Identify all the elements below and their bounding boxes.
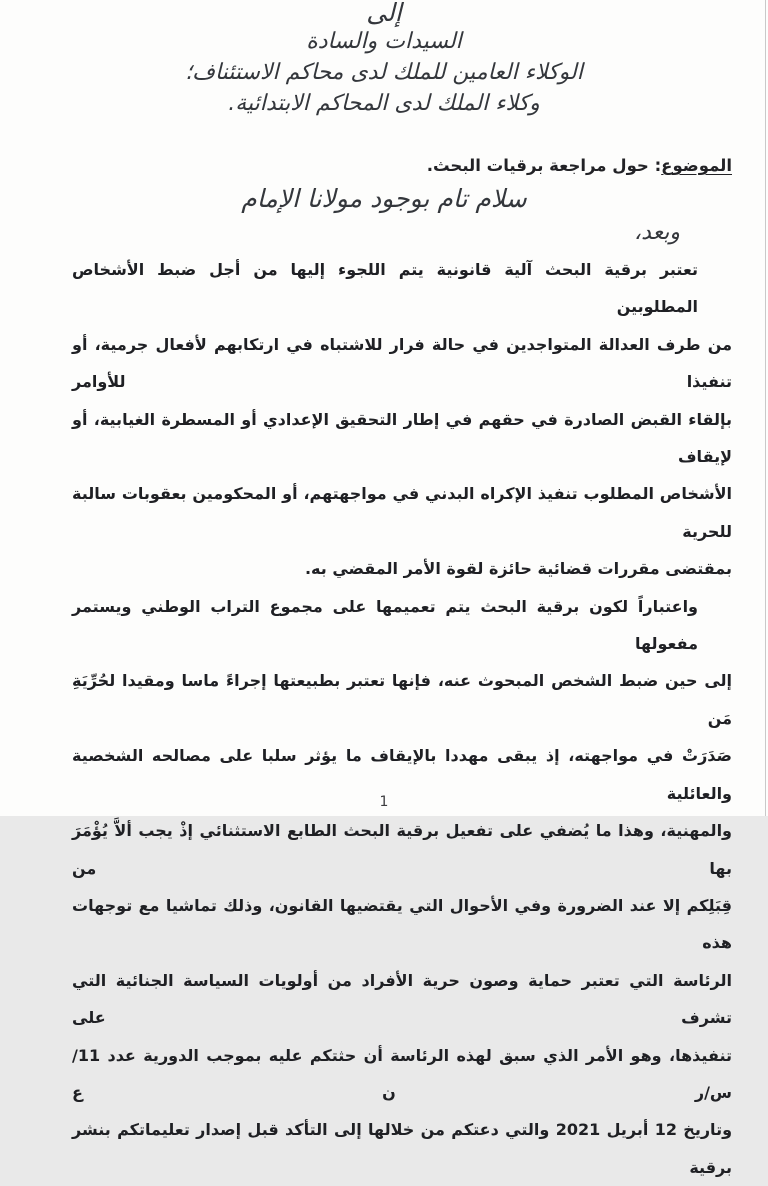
letter-body <box>72 251 732 1186</box>
paragraph-2 <box>72 588 732 1186</box>
paragraph-line: بمقتضى مقررات قضائية حائزة لقوة الأمر المقضي به. <box>304 559 732 579</box>
salutation-line: وبعد، <box>633 220 680 245</box>
paragraph-line: والمهنية، وهذا ما يُضفي على تفعيل برقية البحث الطابع الاستثنائي إذْ يجب ألاَّ يُؤْمَرَ بها من <box>72 821 732 878</box>
addressee-line: الوكلاء العامين للملك لدى محاكم الاستئناف؛ <box>185 60 583 85</box>
paragraph-line: صَدَرَتْ في مواجهته، إذ يبقى مهددا بالإيقاف ما يؤثر سلبا على مصالحه الشخصية والعائلية <box>72 746 732 803</box>
paragraph-line: تعتبر برقية البحث آلية قانونية يتم اللجوء إليها من أجل ضبط الأشخاص المطلوبين <box>72 260 698 317</box>
paragraph-1 <box>72 251 732 588</box>
greeting-line: سلام تام بوجود مولانا الإمام <box>241 184 527 213</box>
addressee-line: وكلاء الملك لدى المحاكم الابتدائية. <box>228 91 540 116</box>
subject-colon: : <box>654 156 662 175</box>
paragraph-line: واعتباراً لكون برقية البحث يتم تعميمها على مجموع التراب الوطني ويستمر مفعولها <box>72 596 698 654</box>
addressee-line: السيدات والسادة <box>306 29 462 54</box>
subject-label: الموضوع <box>661 156 732 175</box>
letter-header <box>0 0 768 119</box>
paragraph-line: قِبَلِكم إلا عند الضرورة وفي الأحوال التي يقتضيها القانون، وذلك تماشيا مع توجهات هذه <box>72 895 732 953</box>
subject-line <box>0 153 732 178</box>
paragraph-line: الرئاسة التي تعتبر حماية وصون حرية الأفراد من أولويات السياسة الجنائية التي تشرف على <box>72 970 732 1028</box>
paragraph-line: الأشخاص المطلوب تنفيذ الإكراه البدني في مواجهتهم، أو المحكومين بعقوبات سالبة للحرية <box>72 484 732 541</box>
paragraph-line: من طرف العدالة المتواجدين في حالة فرار للاشتباه في ارتكابهم لأفعال جرمية، أو تنفيذا للأوامر <box>72 334 732 392</box>
subject-text: حول مراجعة برقيات البحث. <box>426 156 655 175</box>
paragraph-line: إلى حين ضبط الشخص المبحوث عنه، فإنها تعتبر بطبيعتها إجراءً ماسا ومقيدا لحُرِّيَةِ مَن <box>72 671 732 728</box>
paragraph-line: وتاريخ 12 أبريل 2021 والتي دعتكم من خلالها إلى التأكد قبل إصدار تعليماتكم بنشر برقية <box>72 1120 733 1177</box>
header-to: إلى <box>366 0 402 27</box>
paragraph-line: بإلقاء القبض الصادرة في حقهم في إطار التحقيق الإعدادي أو المسطرة الغيابية، أو لإيقاف <box>72 409 732 467</box>
page-number: 1 <box>379 794 389 810</box>
scan-edge-artifact <box>765 0 766 816</box>
paragraph-line: تنفيذها، وهو الأمر الذي سبق لهذه الرئاسة أن حثتكم عليه بموجب الدورية عدد 11/س/ر ن ع <box>72 1045 732 1102</box>
